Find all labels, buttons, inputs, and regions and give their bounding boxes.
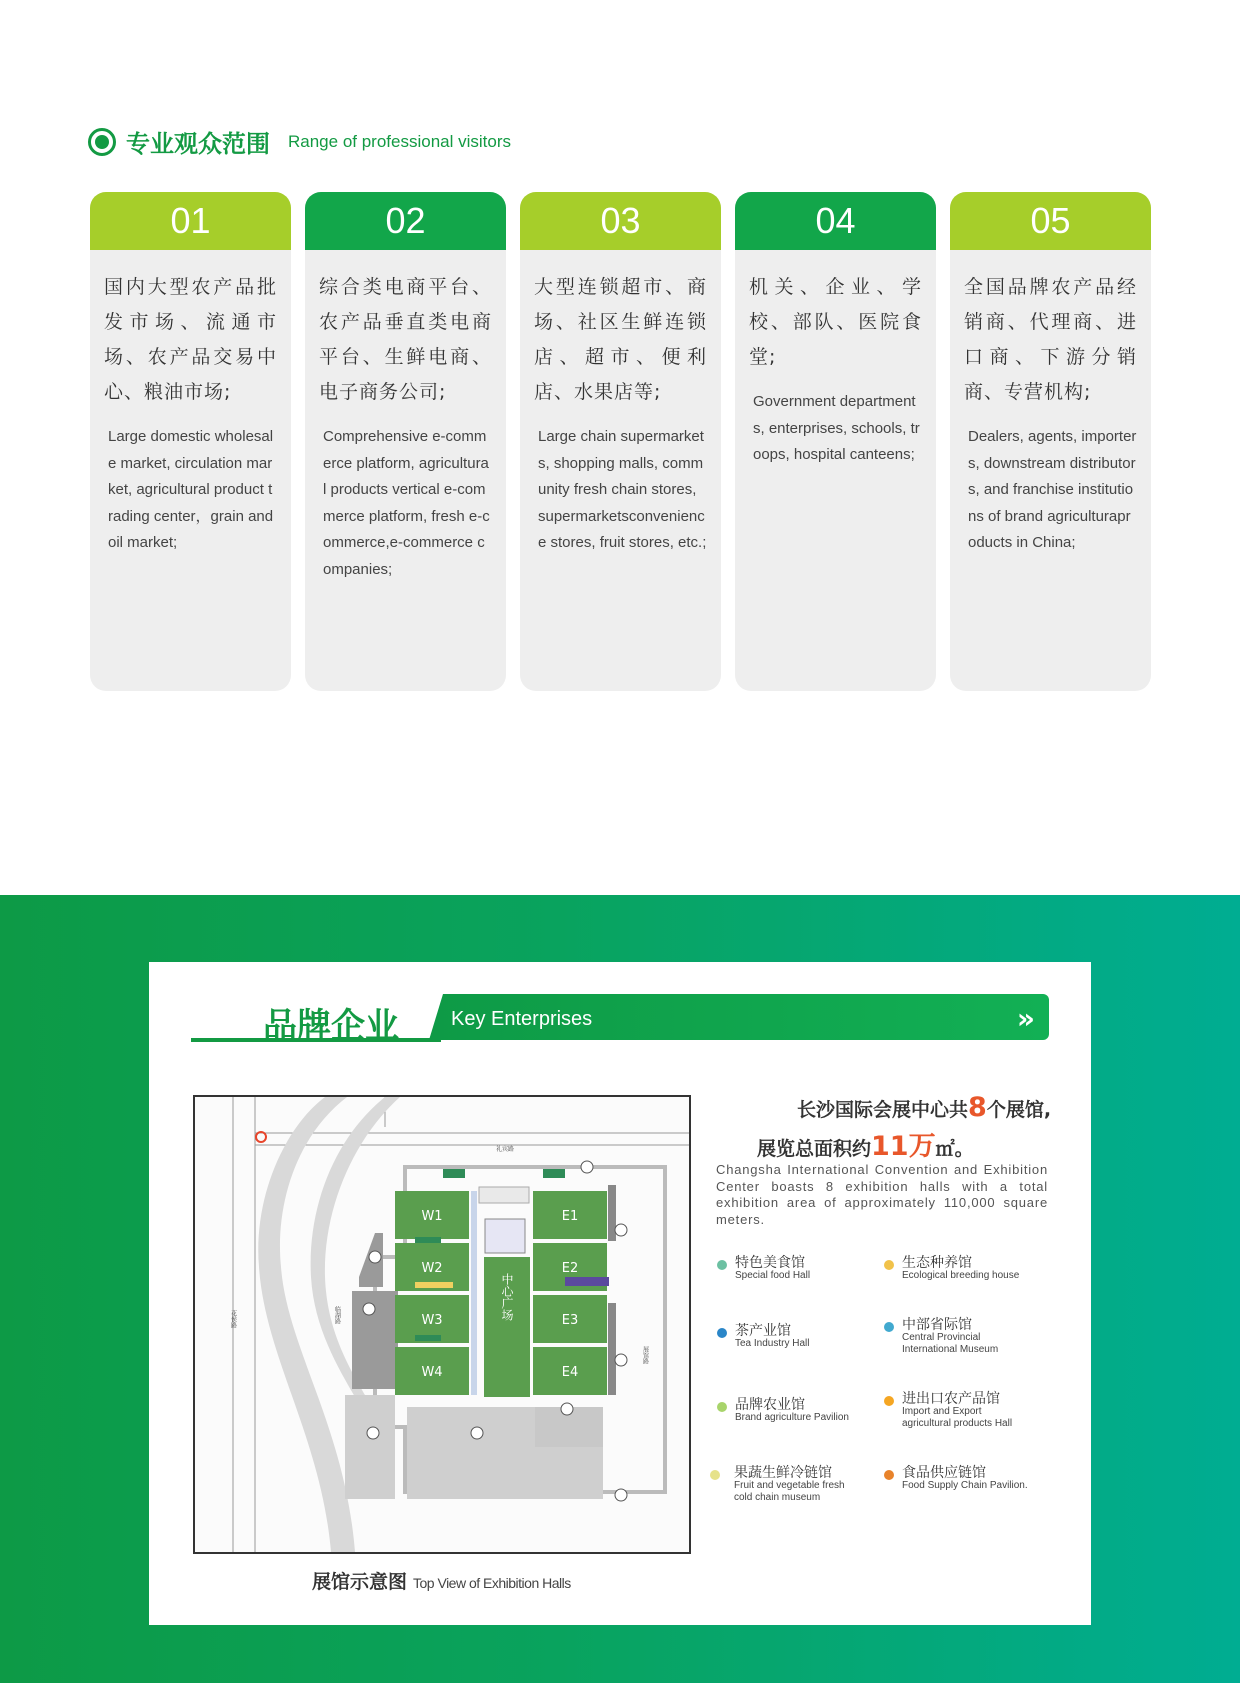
halls-count-text-a: 长沙国际会展中心共	[797, 1099, 969, 1121]
enterprises-title-en: Key Enterprises	[451, 1008, 593, 1030]
map-road-left-label: 花侯路	[229, 1310, 237, 1328]
double-chevron-right-icon: »	[1016, 1002, 1035, 1035]
bullet-circle-icon	[88, 128, 116, 156]
map-caption	[312, 1567, 571, 1594]
visitor-card-4	[735, 192, 936, 691]
visitor-card-1	[90, 192, 291, 691]
venue-description: Changsha International Convention and Exhibition Center boasts 8 exhibition halls with a total exhibition area of approximately 110,000 square meters.	[716, 1162, 1048, 1227]
card-number: 03	[520, 192, 721, 250]
hall-e4-label: E4	[561, 1365, 579, 1380]
enterprises-title-cn: 品牌企业	[263, 1006, 399, 1046]
central-plaza-label: 中心广场	[500, 1273, 514, 1321]
section-title-cn: 专业观众范围	[126, 130, 270, 158]
legend-label-cn: 进出口农产品馆	[902, 1391, 1000, 1407]
card-text-cn: 机关、企业、学校、部队、医院食堂;	[749, 276, 922, 368]
hall-w1-label: W1	[421, 1209, 443, 1224]
legend-dot-icon	[710, 1470, 720, 1480]
card-text-en: Large domestic wholesale market, circulation market, agricultural product trading center，grain and oil market;	[108, 428, 274, 551]
area-number: 11万	[871, 1131, 936, 1162]
hall-w3-label: W3	[421, 1313, 443, 1328]
legend-label-cn: 茶产业馆	[735, 1323, 791, 1339]
visitor-card-2	[305, 192, 506, 691]
legend-dot-icon	[717, 1260, 727, 1270]
card-text-en: Large chain supermarkets, shopping malls, community fresh chain stores, supermarketsconvenience stores, fruit stores, etc.;	[538, 428, 707, 551]
halls-count-line	[797, 1092, 1051, 1123]
card-text-cn: 综合类电商平台、农产品垂直类电商平台、生鲜电商、电子商务公司;	[319, 276, 492, 403]
card-text-en: Dealers, agents, importers, downstream distributors, and franchise institutions of brand agriculturaproducts in China;	[968, 428, 1137, 551]
visitor-card-3	[520, 192, 721, 691]
card-text-cn: 大型连锁超市、商场、社区生鲜连锁店、超市、便利店、水果店等;	[534, 276, 707, 403]
exhibition-hall-map	[193, 1095, 691, 1554]
card-text-cn: 国内大型农产品批发市场、流通市场、农产品交易中心、粮油市场;	[104, 276, 277, 403]
legend-label-cn: 食品供应链馆	[902, 1465, 986, 1481]
section-heading	[88, 124, 511, 159]
legend-label-en: Food Supply Chain Pavilion.	[902, 1480, 1028, 1491]
enterprises-panel	[149, 962, 1091, 1625]
section-title-en: Range of professional visitors	[288, 131, 512, 151]
legend-label-cn: 特色美食馆	[735, 1255, 805, 1271]
map-road-right-label: 展馆路	[641, 1346, 649, 1364]
area-line	[757, 1124, 974, 1163]
legend-dot-icon	[717, 1328, 727, 1338]
hall-map-svg	[195, 1097, 689, 1552]
map-road-mid-label: 临湖路	[333, 1306, 341, 1324]
map-caption-en: Top View of Exhibition Halls	[413, 1575, 571, 1591]
legend-label-en: Brand agriculture Pavilion	[735, 1412, 849, 1423]
legend-label-cn: 果蔬生鲜冷链馆	[734, 1465, 832, 1481]
hall-w4-label: W4	[421, 1365, 443, 1380]
legend-dot-icon	[884, 1260, 894, 1270]
legend-label-en: Import and Export agricultural products Hall	[902, 1406, 1013, 1429]
hall-e1-label: E1	[561, 1209, 579, 1224]
legend-label-en: Tea Industry Hall	[735, 1338, 810, 1349]
legend-dot-icon	[717, 1402, 727, 1412]
legend-label-en: Central Provincial International Museum	[902, 1332, 999, 1355]
map-caption-cn: 展馆示意图	[312, 1571, 408, 1593]
map-road-top-label: 礼宾路	[495, 1146, 515, 1153]
card-text-cn: 全国品牌农产品经销商、代理商、进口商、下游分销商、专营机构;	[964, 276, 1137, 403]
legend-label-cn: 中部省际馆	[902, 1317, 972, 1333]
area-text-a: 展览总面积约	[757, 1138, 872, 1160]
card-text-en: Government departments, enterprises, schools, troops, hospital canteens;	[753, 393, 920, 463]
legend-label-en: Fruit and vegetable fresh cold chain museum	[734, 1480, 845, 1503]
card-text-en: Comprehensive e-commerce platform, agricultural products vertical e-commerce platform, fresh e-commerce,e-commerce companies;	[323, 428, 490, 578]
card-number: 04	[735, 192, 936, 250]
legend-label-en: Ecological breeding house	[902, 1270, 1020, 1281]
card-number: 01	[90, 192, 291, 250]
legend-dot-icon	[884, 1470, 894, 1480]
visitor-card-5	[950, 192, 1151, 691]
legend-label-cn: 生态种养馆	[902, 1255, 972, 1271]
legend-label-en: Special food Hall	[735, 1270, 811, 1281]
halls-count-text-b: 个展馆,	[986, 1099, 1052, 1121]
card-number: 05	[950, 192, 1151, 250]
area-text-b: ㎡。	[935, 1138, 974, 1160]
enterprises-banner	[191, 994, 1051, 1046]
hall-e2-label: E2	[561, 1261, 579, 1276]
card-number: 02	[305, 192, 506, 250]
hall-w2-label: W2	[421, 1261, 443, 1276]
hall-e3-label: E3	[561, 1313, 579, 1328]
legend-dot-icon	[884, 1396, 894, 1406]
legend-label-cn: 品牌农业馆	[735, 1397, 805, 1413]
legend-dot-icon	[884, 1322, 894, 1332]
halls-count-number: 8	[968, 1092, 987, 1123]
